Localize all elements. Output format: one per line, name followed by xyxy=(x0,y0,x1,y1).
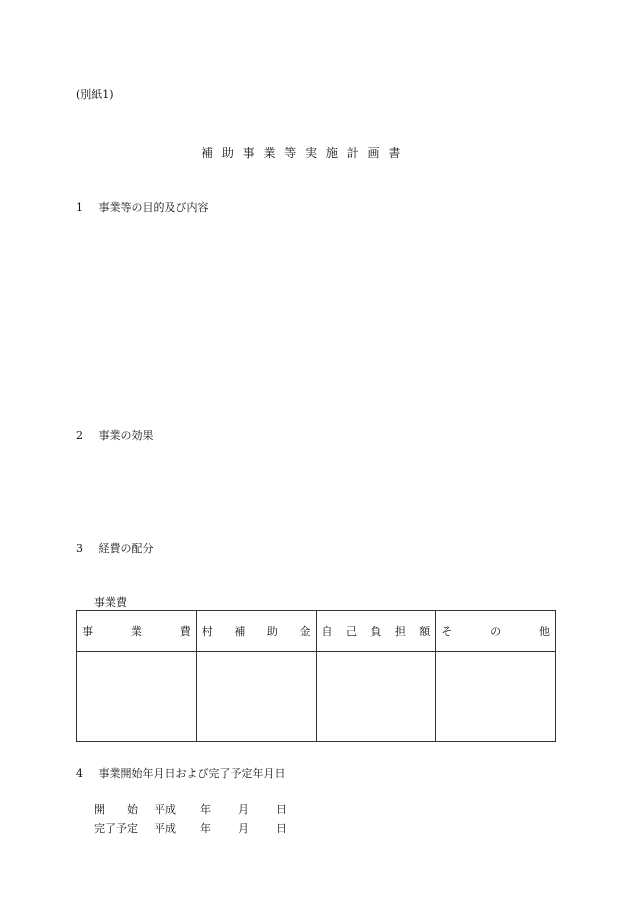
cell-self-burden[interactable] xyxy=(316,652,436,742)
header-char: 補 xyxy=(234,625,246,638)
header-char: 村 xyxy=(201,625,213,638)
header-char: 額 xyxy=(419,625,431,638)
section-1-heading xyxy=(76,199,209,215)
cell-other[interactable] xyxy=(436,652,556,742)
header-project-cost xyxy=(77,611,197,652)
table-row xyxy=(77,652,556,742)
header-char: 金 xyxy=(299,625,311,638)
section-2-heading xyxy=(76,427,154,443)
schedule-day: 日 xyxy=(276,822,287,835)
header-char: 己 xyxy=(345,625,357,638)
header-other xyxy=(436,611,556,652)
schedule-label: 完了予定 xyxy=(94,822,138,835)
header-char: 費 xyxy=(179,625,191,638)
cell-village-subsidy[interactable] xyxy=(196,652,316,742)
schedule-label: 開 始 xyxy=(94,803,138,816)
section-number: 3 xyxy=(76,542,83,555)
section-title: 経費の配分 xyxy=(98,542,154,555)
header-char: 負 xyxy=(370,625,382,638)
section-number: 2 xyxy=(76,429,83,442)
annex-label: (別紙1) xyxy=(76,88,114,101)
header-char: 業 xyxy=(130,625,142,638)
schedule-year: 年 xyxy=(200,822,211,835)
cell-project-cost[interactable] xyxy=(77,652,197,742)
header-char: の xyxy=(490,625,502,638)
schedule-month: 月 xyxy=(238,803,249,816)
cost-table xyxy=(76,610,556,742)
header-char: 事 xyxy=(82,625,93,638)
schedule-year: 年 xyxy=(200,803,211,816)
section-4-heading xyxy=(76,765,286,781)
header-char: 自 xyxy=(321,625,333,638)
document-title: 補 助 事 業 等 実 施 計 画 書 xyxy=(201,146,401,160)
header-char: 助 xyxy=(266,625,278,638)
header-char: 担 xyxy=(394,625,406,638)
section-3-heading xyxy=(76,540,154,556)
section-title: 事業の効果 xyxy=(98,429,154,442)
schedule-era: 平成 xyxy=(154,803,176,816)
schedule-month: 月 xyxy=(238,822,249,835)
schedule-era: 平成 xyxy=(154,822,176,835)
table-header-row xyxy=(77,611,556,652)
section-number: 1 xyxy=(76,201,83,214)
header-self-burden xyxy=(316,611,436,652)
cost-table-caption: 事業費 xyxy=(94,596,127,609)
header-char: 他 xyxy=(539,625,550,638)
section-title: 事業開始年月日および完了予定年月日 xyxy=(98,767,286,780)
schedule-day: 日 xyxy=(276,803,287,816)
schedule-completion-row xyxy=(94,820,287,836)
section-number: 4 xyxy=(76,767,83,780)
section-title: 事業等の目的及び内容 xyxy=(98,201,209,214)
header-char: そ xyxy=(441,625,453,638)
schedule-start-row xyxy=(94,801,287,817)
header-village-subsidy xyxy=(196,611,316,652)
